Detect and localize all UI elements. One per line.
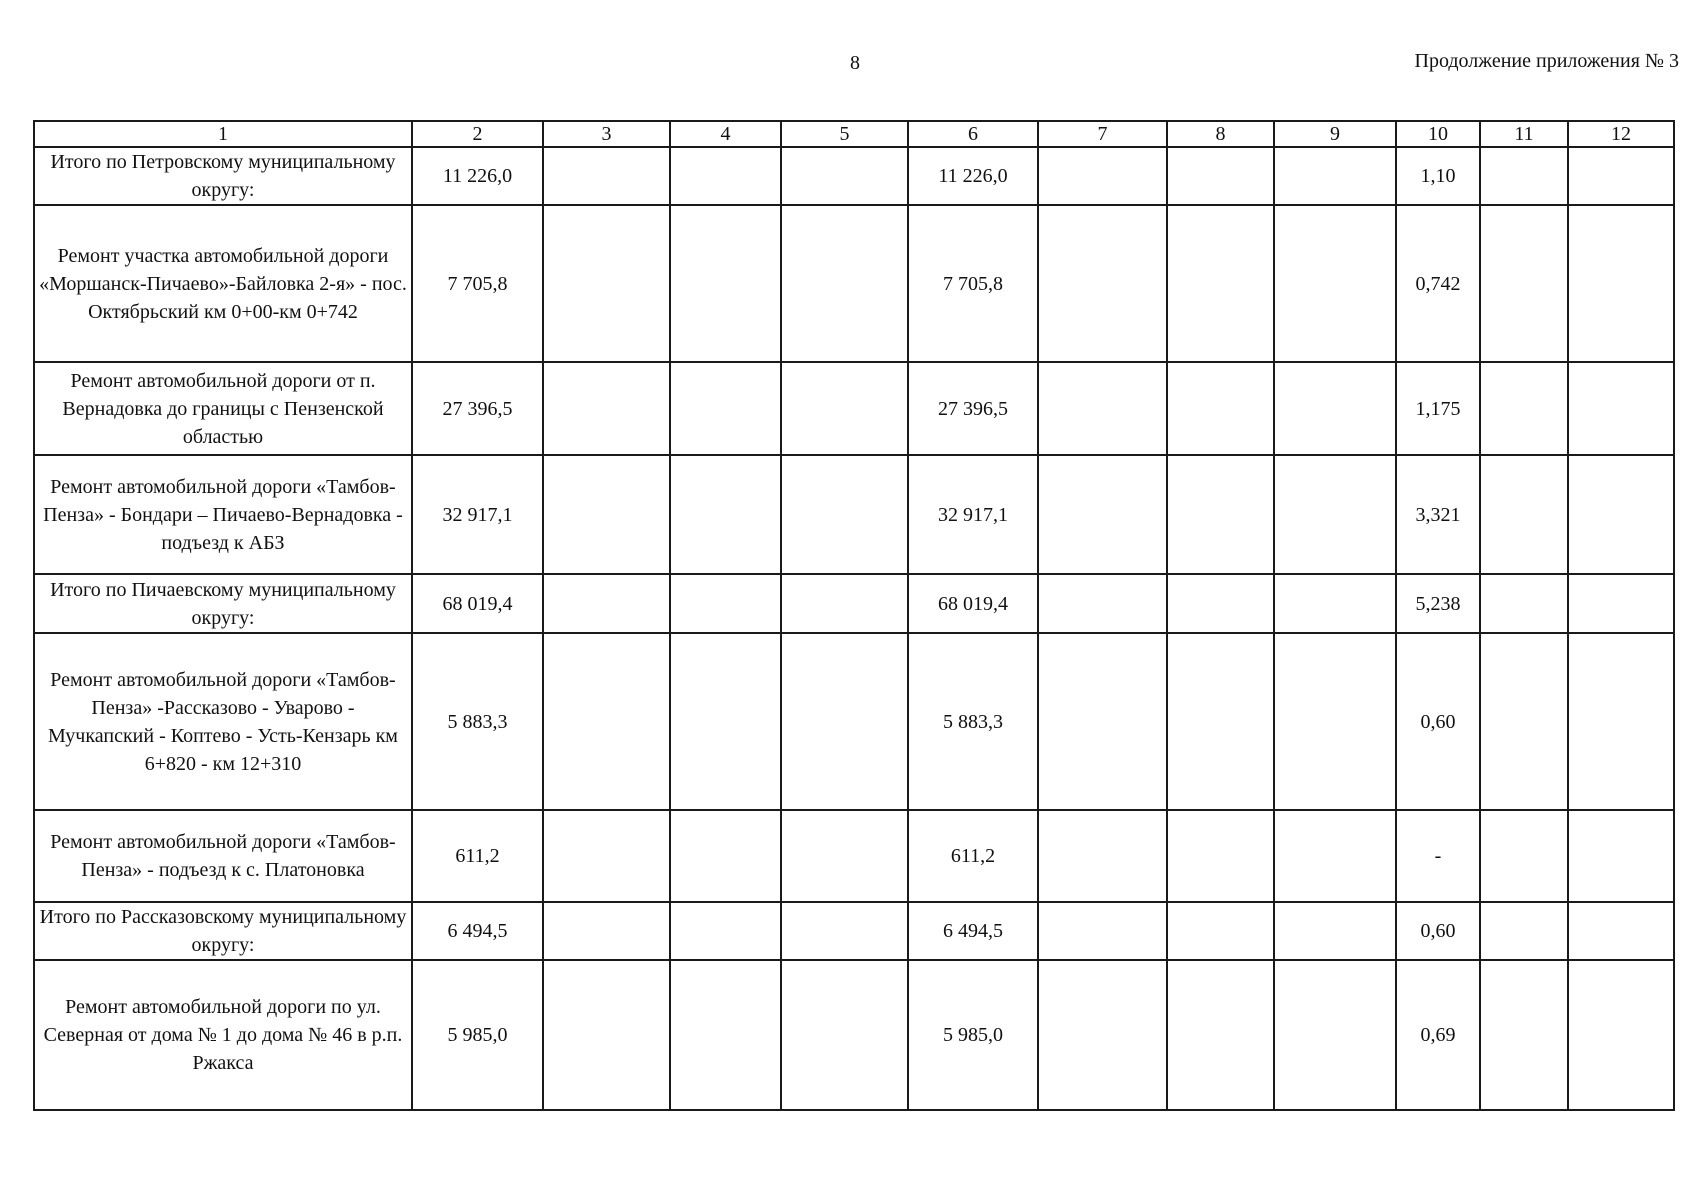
- column-header: 12: [1568, 121, 1674, 147]
- cell-empty: [1568, 455, 1674, 574]
- cell-empty: [543, 960, 670, 1110]
- cell-empty: [1480, 633, 1568, 810]
- cell-empty: [1038, 633, 1167, 810]
- cell-empty: [781, 902, 908, 960]
- cell-empty: [781, 810, 908, 902]
- cell-empty: [1038, 960, 1167, 1110]
- cell-empty: [1568, 810, 1674, 902]
- cell-col10: -: [1396, 810, 1480, 902]
- cell-col10: 0,742: [1396, 205, 1480, 362]
- cell-empty: [1167, 810, 1274, 902]
- cell-empty: [1167, 902, 1274, 960]
- cell-empty: [1167, 960, 1274, 1110]
- cell-col6: 5 985,0: [908, 960, 1038, 1110]
- cell-empty: [781, 633, 908, 810]
- cell-empty: [670, 810, 781, 902]
- cell-empty: [1038, 205, 1167, 362]
- cell-empty: [1038, 455, 1167, 574]
- cell-empty: [543, 574, 670, 633]
- row-name: Итого по Рассказовскому муниципальному округу:: [34, 902, 412, 960]
- cell-empty: [1568, 902, 1674, 960]
- cell-empty: [1167, 455, 1274, 574]
- cell-col10: 5,238: [1396, 574, 1480, 633]
- table-row: [34, 902, 1674, 960]
- cell-empty: [1038, 574, 1167, 633]
- cell-col6: 611,2: [908, 810, 1038, 902]
- row-name: Итого по Пичаевскому муниципальному округу:: [34, 574, 412, 633]
- cell-empty: [1568, 362, 1674, 455]
- cell-empty: [781, 455, 908, 574]
- cell-col2: 68 019,4: [412, 574, 543, 633]
- cell-empty: [1568, 205, 1674, 362]
- cell-col2: 7 705,8: [412, 205, 543, 362]
- row-name: Ремонт участка автомобильной дороги «Моршанск-Пичаево»-Байловка 2-я» - пос. Октябрьский км 0+00-км 0+742: [34, 205, 412, 362]
- table-row: [34, 810, 1674, 902]
- cell-empty: [670, 902, 781, 960]
- cell-col2: 27 396,5: [412, 362, 543, 455]
- cell-empty: [1480, 205, 1568, 362]
- cell-empty: [1480, 810, 1568, 902]
- cell-empty: [1038, 147, 1167, 205]
- column-number-row: [34, 121, 1674, 147]
- page-number: 8: [850, 52, 860, 74]
- appendix-continuation-label: Продолжение приложения № 3: [1414, 50, 1679, 72]
- funding-table: [33, 120, 1675, 1111]
- cell-empty: [670, 205, 781, 362]
- table-row: [34, 362, 1674, 455]
- cell-empty: [1167, 362, 1274, 455]
- cell-col6: 27 396,5: [908, 362, 1038, 455]
- table-row: [34, 147, 1674, 205]
- cell-col10: 3,321: [1396, 455, 1480, 574]
- cell-empty: [1274, 810, 1396, 902]
- cell-empty: [781, 574, 908, 633]
- cell-empty: [1167, 147, 1274, 205]
- cell-empty: [1274, 205, 1396, 362]
- table-row: [34, 455, 1674, 574]
- column-header: 6: [908, 121, 1038, 147]
- table-row: [34, 574, 1674, 633]
- cell-empty: [1274, 362, 1396, 455]
- cell-empty: [670, 147, 781, 205]
- cell-col2: 11 226,0: [412, 147, 543, 205]
- column-header: 11: [1480, 121, 1568, 147]
- cell-empty: [1480, 960, 1568, 1110]
- column-header: 4: [670, 121, 781, 147]
- cell-col6: 11 226,0: [908, 147, 1038, 205]
- cell-empty: [543, 902, 670, 960]
- cell-empty: [1274, 455, 1396, 574]
- cell-col2: 5 985,0: [412, 960, 543, 1110]
- column-header: 2: [412, 121, 543, 147]
- cell-empty: [1167, 574, 1274, 633]
- cell-empty: [1038, 810, 1167, 902]
- column-header: 3: [543, 121, 670, 147]
- cell-col10: 1,175: [1396, 362, 1480, 455]
- cell-empty: [1480, 147, 1568, 205]
- cell-col2: 5 883,3: [412, 633, 543, 810]
- cell-col10: 0,60: [1396, 902, 1480, 960]
- cell-empty: [1274, 902, 1396, 960]
- cell-empty: [1568, 633, 1674, 810]
- table-row: [34, 205, 1674, 362]
- cell-empty: [670, 574, 781, 633]
- cell-empty: [781, 205, 908, 362]
- cell-empty: [543, 633, 670, 810]
- cell-col10: 1,10: [1396, 147, 1480, 205]
- row-name: Ремонт автомобильной дороги по ул. Северная от дома № 1 до дома № 46 в р.п. Ржакса: [34, 960, 412, 1110]
- cell-empty: [781, 362, 908, 455]
- column-header: 8: [1167, 121, 1274, 147]
- cell-empty: [1167, 205, 1274, 362]
- cell-empty: [1274, 960, 1396, 1110]
- table-row: [34, 960, 1674, 1110]
- cell-col10: 0,60: [1396, 633, 1480, 810]
- cell-empty: [1038, 362, 1167, 455]
- cell-empty: [670, 633, 781, 810]
- cell-col2: 6 494,5: [412, 902, 543, 960]
- cell-empty: [781, 960, 908, 1110]
- cell-col6: 6 494,5: [908, 902, 1038, 960]
- cell-col6: 7 705,8: [908, 205, 1038, 362]
- cell-empty: [1480, 362, 1568, 455]
- cell-col6: 32 917,1: [908, 455, 1038, 574]
- cell-empty: [1274, 633, 1396, 810]
- row-name: Итого по Петровскому муниципальному округу:: [34, 147, 412, 205]
- cell-empty: [543, 362, 670, 455]
- cell-empty: [543, 455, 670, 574]
- cell-empty: [543, 205, 670, 362]
- cell-empty: [1480, 574, 1568, 633]
- column-header: 1: [34, 121, 412, 147]
- cell-col10: 0,69: [1396, 960, 1480, 1110]
- cell-empty: [1480, 455, 1568, 574]
- column-header: 9: [1274, 121, 1396, 147]
- cell-empty: [670, 362, 781, 455]
- row-name: Ремонт автомобильной дороги «Тамбов-Пенза» - Бондари – Пичаево-Вернадовка - подъезд к АБЗ: [34, 455, 412, 574]
- cell-empty: [1274, 574, 1396, 633]
- row-name: Ремонт автомобильной дороги от п. Вернадовка до границы с Пензенской областью: [34, 362, 412, 455]
- column-header: 5: [781, 121, 908, 147]
- cell-empty: [1568, 960, 1674, 1110]
- cell-empty: [1568, 147, 1674, 205]
- column-header: 7: [1038, 121, 1167, 147]
- cell-empty: [1038, 902, 1167, 960]
- column-header: 10: [1396, 121, 1480, 147]
- cell-empty: [543, 810, 670, 902]
- cell-empty: [1167, 633, 1274, 810]
- cell-empty: [543, 147, 670, 205]
- cell-empty: [670, 455, 781, 574]
- row-name: Ремонт автомобильной дороги «Тамбов-Пенза» - подъезд к с. Платоновка: [34, 810, 412, 902]
- cell-col2: 611,2: [412, 810, 543, 902]
- cell-empty: [781, 147, 908, 205]
- cell-empty: [1274, 147, 1396, 205]
- table-row: [34, 633, 1674, 810]
- cell-empty: [670, 960, 781, 1110]
- cell-empty: [1480, 902, 1568, 960]
- cell-empty: [1568, 574, 1674, 633]
- cell-col6: 5 883,3: [908, 633, 1038, 810]
- cell-col2: 32 917,1: [412, 455, 543, 574]
- row-name: Ремонт автомобильной дороги «Тамбов-Пенза» -Рассказово - Уварово - Мучкапский - Коптево - Усть-Кензарь км 6+820 - км 12+310: [34, 633, 412, 810]
- cell-col6: 68 019,4: [908, 574, 1038, 633]
